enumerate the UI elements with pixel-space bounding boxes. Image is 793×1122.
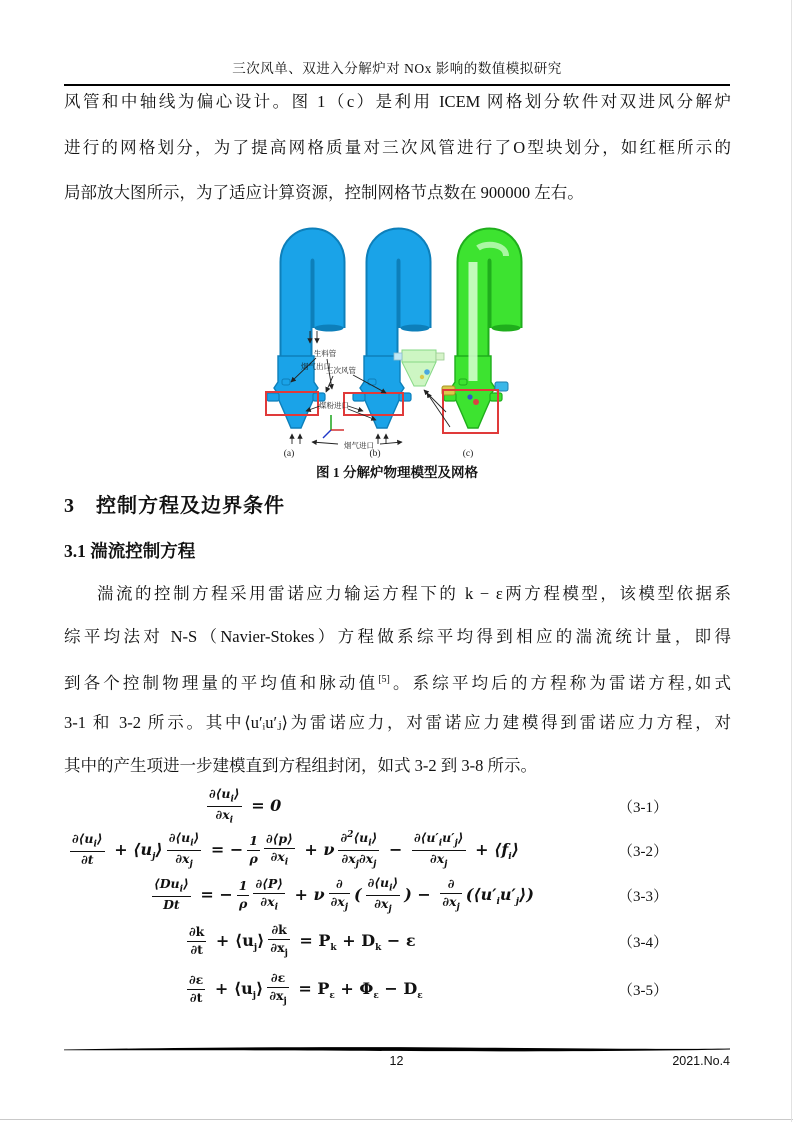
tertiary-arrow (326, 376, 333, 392)
paragraph-1 (64, 79, 731, 216)
equation-formula: $\frac{⟨Du_i⟩}{Dt}$ = − $\frac{1}{\rho}$ $\frac{\partial⟨P⟩}{\partial x_i}$ + ν $\frac{\partial}{\partial x_j}$ ( $\frac{\partial⟨u_i⟩}{\partial x_j}$ ) − $\frac{\partial}{\partial x_j}$ $(⟨u'_iu'_j⟩)$ (154, 874, 534, 914)
equation-3-1 (64, 784, 730, 828)
equation-block (64, 784, 730, 1044)
label-flue-gas-inlet: 烟气进口 (344, 441, 374, 450)
flue-in-arrow (380, 442, 402, 444)
subsection-heading: 3.1 湍流控制方程 (64, 541, 196, 561)
paragraph-2-line: 3-1 和 3-2 所示。其中⟨u′ᵢu′ⱼ⟩为雷诺应力，对雷诺应力建模得到雷诺应力方程，对 (64, 713, 731, 732)
equation-number: （3-3） (618, 888, 668, 905)
footer-rule (64, 1046, 730, 1053)
furnace-model-b (353, 244, 430, 428)
paragraph-1-line: 风管和中轴线为偏心设计。图 1（c）是利用 ICEM 网格划分软件对双进风分解炉 (64, 92, 731, 111)
label-flue-gas-outlet: 烟气出口 (301, 362, 331, 371)
scan-edge (0, 1119, 793, 1120)
equation-formula: $\frac{\partial\varepsilon}{\partial t}$ + $⟨u_j⟩$ $\frac{\partial\varepsilon}{\partial x_j}$ = $P_\varepsilon + \Phi_\varepsilon - D_\varepsilon$ (189, 970, 423, 1007)
issue-number: 2021.No.4 (672, 1054, 730, 1068)
equation-formula: $\frac{\partial k}{\partial t}$ + $⟨u_j⟩$ $\frac{\partial k}{\partial x_j}$ = $P_k + D_k - \varepsilon$ (189, 922, 416, 959)
equation-number: （3-2） (618, 843, 668, 860)
paragraph-1-line: 进行的网格划分，为了提高网格质量对三次风管进行了O型块划分，如红框所示的 (64, 137, 731, 157)
equation-formula: $\frac{\partial⟨u_i⟩}{\partial x_i}$ = 0 (209, 785, 282, 825)
page-number: 12 (389, 1054, 404, 1068)
figure-1 (226, 216, 572, 462)
equation-3-2 (64, 828, 730, 872)
label-tertiary-air-pipe: 三次风管 (326, 366, 356, 375)
line-text: 。系综平均后的方程称为雷诺方程,如式 (389, 673, 732, 693)
equation-3-3 (64, 873, 730, 917)
furnace-model-c-mesh (442, 244, 521, 428)
citation-ref: [5] (378, 674, 390, 685)
header-title: 三次风单、双进入分解炉对 NOx 影响的数值模拟研究 (232, 61, 562, 76)
equation-formula: $\frac{\partial⟨u_i⟩}{\partial t}$ + $⟨u_j⟩$ $\frac{\partial⟨u_i⟩}{\partial x_j}$ = − $\frac{1}{\rho}$ $\frac{\partial⟨p⟩}{\partial x_i}$ + ν $\frac{\partial^2⟨u_i⟩}{\partial x_j\partial x_j}$ − $\frac{\partial⟨u'_iu'_j⟩}{\partial x_j}$ + $⟨f_i⟩$ (72, 829, 519, 870)
section-heading: 3 控制方程及边界条件 (64, 495, 285, 517)
equation-3-5 (64, 967, 730, 1011)
mesh-detail-part (394, 350, 444, 386)
line-text: 到各个控制物理量的平均值和脉动值 (64, 673, 379, 693)
paragraph-2-line (64, 658, 731, 701)
figure-1-graphic (226, 216, 572, 462)
flue-in-arrow (312, 442, 338, 444)
axis-triad-icon (323, 415, 344, 438)
paragraph-1-line: 局部放大图所示，为了适应计算资源，控制网格节点数在 900000 左右。 (64, 183, 584, 202)
equation-number: （3-4） (618, 934, 668, 951)
figure-caption: 图 1 分解炉物理模型及网格 (316, 465, 478, 480)
equation-number: （3-5） (618, 982, 668, 999)
label-sub-c: (c) (462, 449, 474, 459)
equation-number: （3-1） (618, 799, 668, 816)
scan-edge (791, 0, 792, 1122)
label-raw-meal-pipe: 生料管 (313, 349, 337, 358)
label-coal-powder-inlet: 煤粉进口 (319, 401, 349, 410)
label-sub-b: (b) (369, 449, 381, 459)
paragraph-2-line: 其中的产生项进一步建模直到方程组封闭，如式 3-2 到 3-8 所示。 (64, 756, 537, 775)
label-sub-a: (a) (283, 449, 295, 459)
paragraph-2-line: 湍流的控制方程采用雷诺应力输运方程下的 k − ε两方程模型，该模型依据系 (97, 584, 731, 603)
paragraph-2 (64, 572, 731, 787)
paragraph-2-line: 综平均法对 N-S（Navier-Stokes）方程做系综平均得到相应的湍流统计量，即得 (64, 627, 731, 646)
equation-3-4 (64, 919, 730, 963)
